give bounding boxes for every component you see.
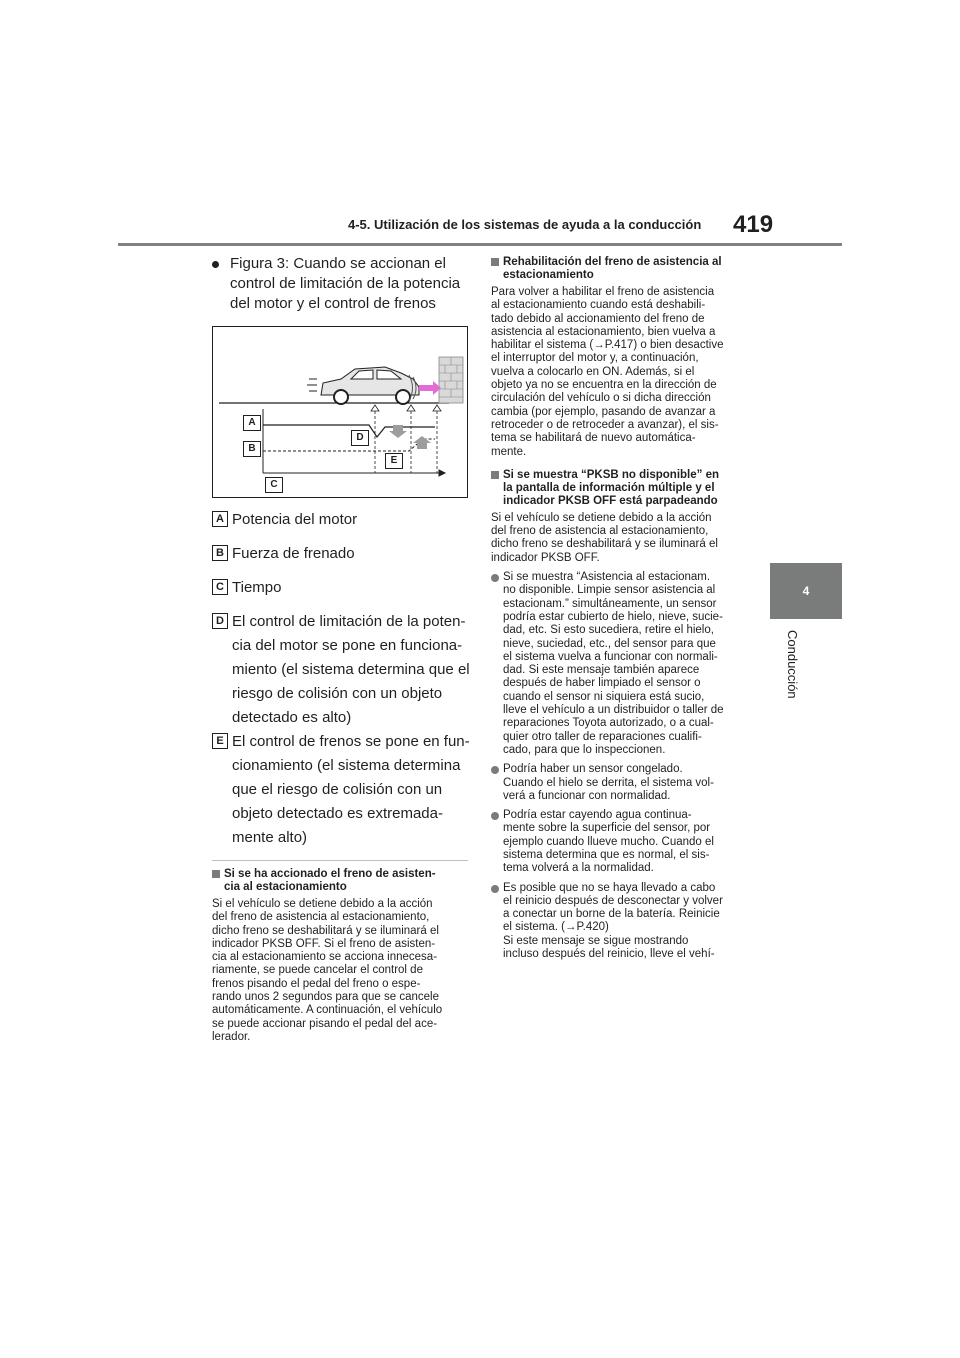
legend-key: B	[212, 545, 228, 561]
legend-item	[212, 508, 474, 532]
section-body: Para volver a habilitar el freno de asistencia al estacionamiento cuando está deshabili- tado debido al accionamiento del freno de asistencia al estacionamiento, bien vuelva a habilitar el sistema (→P.417) o bien desactive el interruptor del motor y, a continuación, vuelva a colocarlo en ON. Además, si el objeto ya no se encuentra en la dirección de circulación del vehículo o si dicha dirección cambia (por ejemplo, pasando de avanzar a retroceder o de retroceder a avanzar), el sis- tema se habilitará de nuevo automática- mente.	[491, 286, 724, 458]
change-arrows-icon	[389, 425, 431, 449]
figure-label-e: E	[385, 453, 403, 469]
right-column	[491, 256, 755, 961]
legend-item	[212, 610, 474, 730]
list-item	[491, 763, 755, 803]
section-heading-text: Si se muestra “PKSB no disponible” en la pantalla de información múltiple y el indicador PKSB OFF está parpadeando	[503, 468, 719, 507]
square-bullet-icon	[491, 471, 499, 479]
figure-caption: Figura 3: Cuando se accionan el control de limitación de la potencia del motor y el control de frenos	[230, 255, 461, 312]
section-heading-text: Si se ha accionado el freno de asisten- cia al estacionamiento	[224, 868, 436, 893]
round-bullet-icon	[491, 766, 499, 774]
section-heading-text: Rehabilitación del freno de asistencia al estacionamiento	[503, 256, 722, 281]
page-number: 419	[733, 211, 774, 238]
section-heading	[491, 469, 755, 508]
left-section	[212, 868, 474, 1044]
round-bullet-icon	[491, 885, 499, 893]
chapter-label	[784, 630, 800, 710]
legend-key: A	[212, 511, 228, 527]
legend-key: E	[212, 733, 228, 749]
car-icon	[307, 367, 419, 404]
figure-caption-block	[212, 254, 474, 314]
figure-label-a: A	[243, 415, 261, 431]
legend-text: El control de frenos se pone en fun- cionamiento (el sistema determina que el riesgo de colisión con un objeto detectado es extremada- mente alto)	[232, 733, 470, 846]
diagram-figure	[212, 326, 468, 498]
header-rule	[118, 243, 842, 246]
brake-force-line	[263, 439, 435, 451]
legend-text: Fuerza de frenado	[232, 545, 355, 562]
legend-text: Potencia del motor	[232, 511, 358, 528]
figure-label-d: D	[351, 430, 369, 446]
section-heading	[491, 256, 755, 282]
figure-label-b: B	[243, 441, 261, 457]
figure-label-c: C	[265, 477, 283, 493]
time-markers	[371, 405, 441, 411]
chapter-label-text: Conducción	[785, 630, 800, 699]
legend-text: Tiempo	[232, 579, 282, 596]
legend-item	[212, 542, 474, 566]
legend-item	[212, 730, 474, 850]
legend-text: El control de limitación de la poten- cia del motor se pone en funciona- miento (el sistema determina que el riesgo de colisión con un objeto detectado es alto)	[232, 613, 470, 726]
chapter-tab: 4	[770, 563, 842, 619]
section-body: Si el vehículo se detiene debido a la acción del freno de asistencia al estacionamiento, dicho freno se deshabilitará y se iluminará el indicador PKSB OFF.	[491, 511, 718, 564]
figure-caption-bullet	[212, 254, 474, 314]
round-bullet-icon	[491, 812, 499, 820]
list-item	[491, 571, 755, 757]
square-bullet-icon	[491, 258, 499, 266]
legend-key: D	[212, 613, 228, 629]
list-item	[491, 809, 755, 875]
square-bullet-icon	[212, 870, 220, 878]
section-title: 4-5. Utilización de los sistemas de ayuda a la conducción	[348, 217, 702, 232]
list-item	[491, 882, 755, 962]
round-bullet-icon	[491, 574, 499, 582]
list-item-text: Es posible que no se haya llevado a cabo el reinicio después de desconectar y volver a conectar un borne de la batería. Reinicie el sistema. (→P.420) Si este mensaje se sigue mostrando incluso después del reinicio, lleve el vehí-	[503, 881, 723, 961]
list-item-text: Si se muestra “Asistencia al estacionam. no disponible. Limpie sensor asistencia al estacionam.” simultáneamente, un sensor podría estar cubierto de hielo, nieve, sucie- dad, etc. Si esto sucediera, retire el hielo, nieve, suciedad, etc., del sensor para que el sistema vuelva a funcionar con normali- dad. Si este mensaje también aparece después de haber limpiado el sensor o cuando el sensor ni siquiera está sucio, lleve el vehículo a un distribuidor o taller de reparaciones Toyota autorizado, o a cual- quier otro taller de reparaciones cualifi- cado, para que lo inspeccionen.	[503, 571, 724, 756]
list-item-text: Podría estar cayendo agua continua- mente sobre la superficie del sensor, por ejemplo cuando llueve mucho. Cuando el sistema determina que es normal, el sis- tema volverá a la normalidad.	[503, 809, 714, 875]
section-body: Si el vehículo se detiene debido a la acción del freno de asistencia al estacionamiento, dicho freno se deshabilitará y se iluminará el indicador PKSB OFF. Si el freno de asisten- cia al estacionamiento se acciona innecesa- riamente, se puede cancelar el control de frenos pisando el pedal del freno o espe- rando unos 2 segundos para que se cancele automáticamente. A continuación, el vehículo se puede accionar pisando el pedal del ace- lerador.	[212, 898, 443, 1043]
section-heading	[212, 868, 474, 894]
bullet-dot-icon	[212, 261, 219, 268]
diagram-svg	[213, 327, 467, 497]
legend-item	[212, 576, 474, 600]
section-divider	[212, 860, 468, 861]
wall-icon	[439, 357, 463, 403]
engine-power-line	[263, 425, 435, 437]
list-item-text: Podría haber un sensor congelado. Cuando el hielo se derrita, el sistema vol- verá a funcionar con normalidad.	[503, 763, 714, 802]
legend-key: C	[212, 579, 228, 595]
